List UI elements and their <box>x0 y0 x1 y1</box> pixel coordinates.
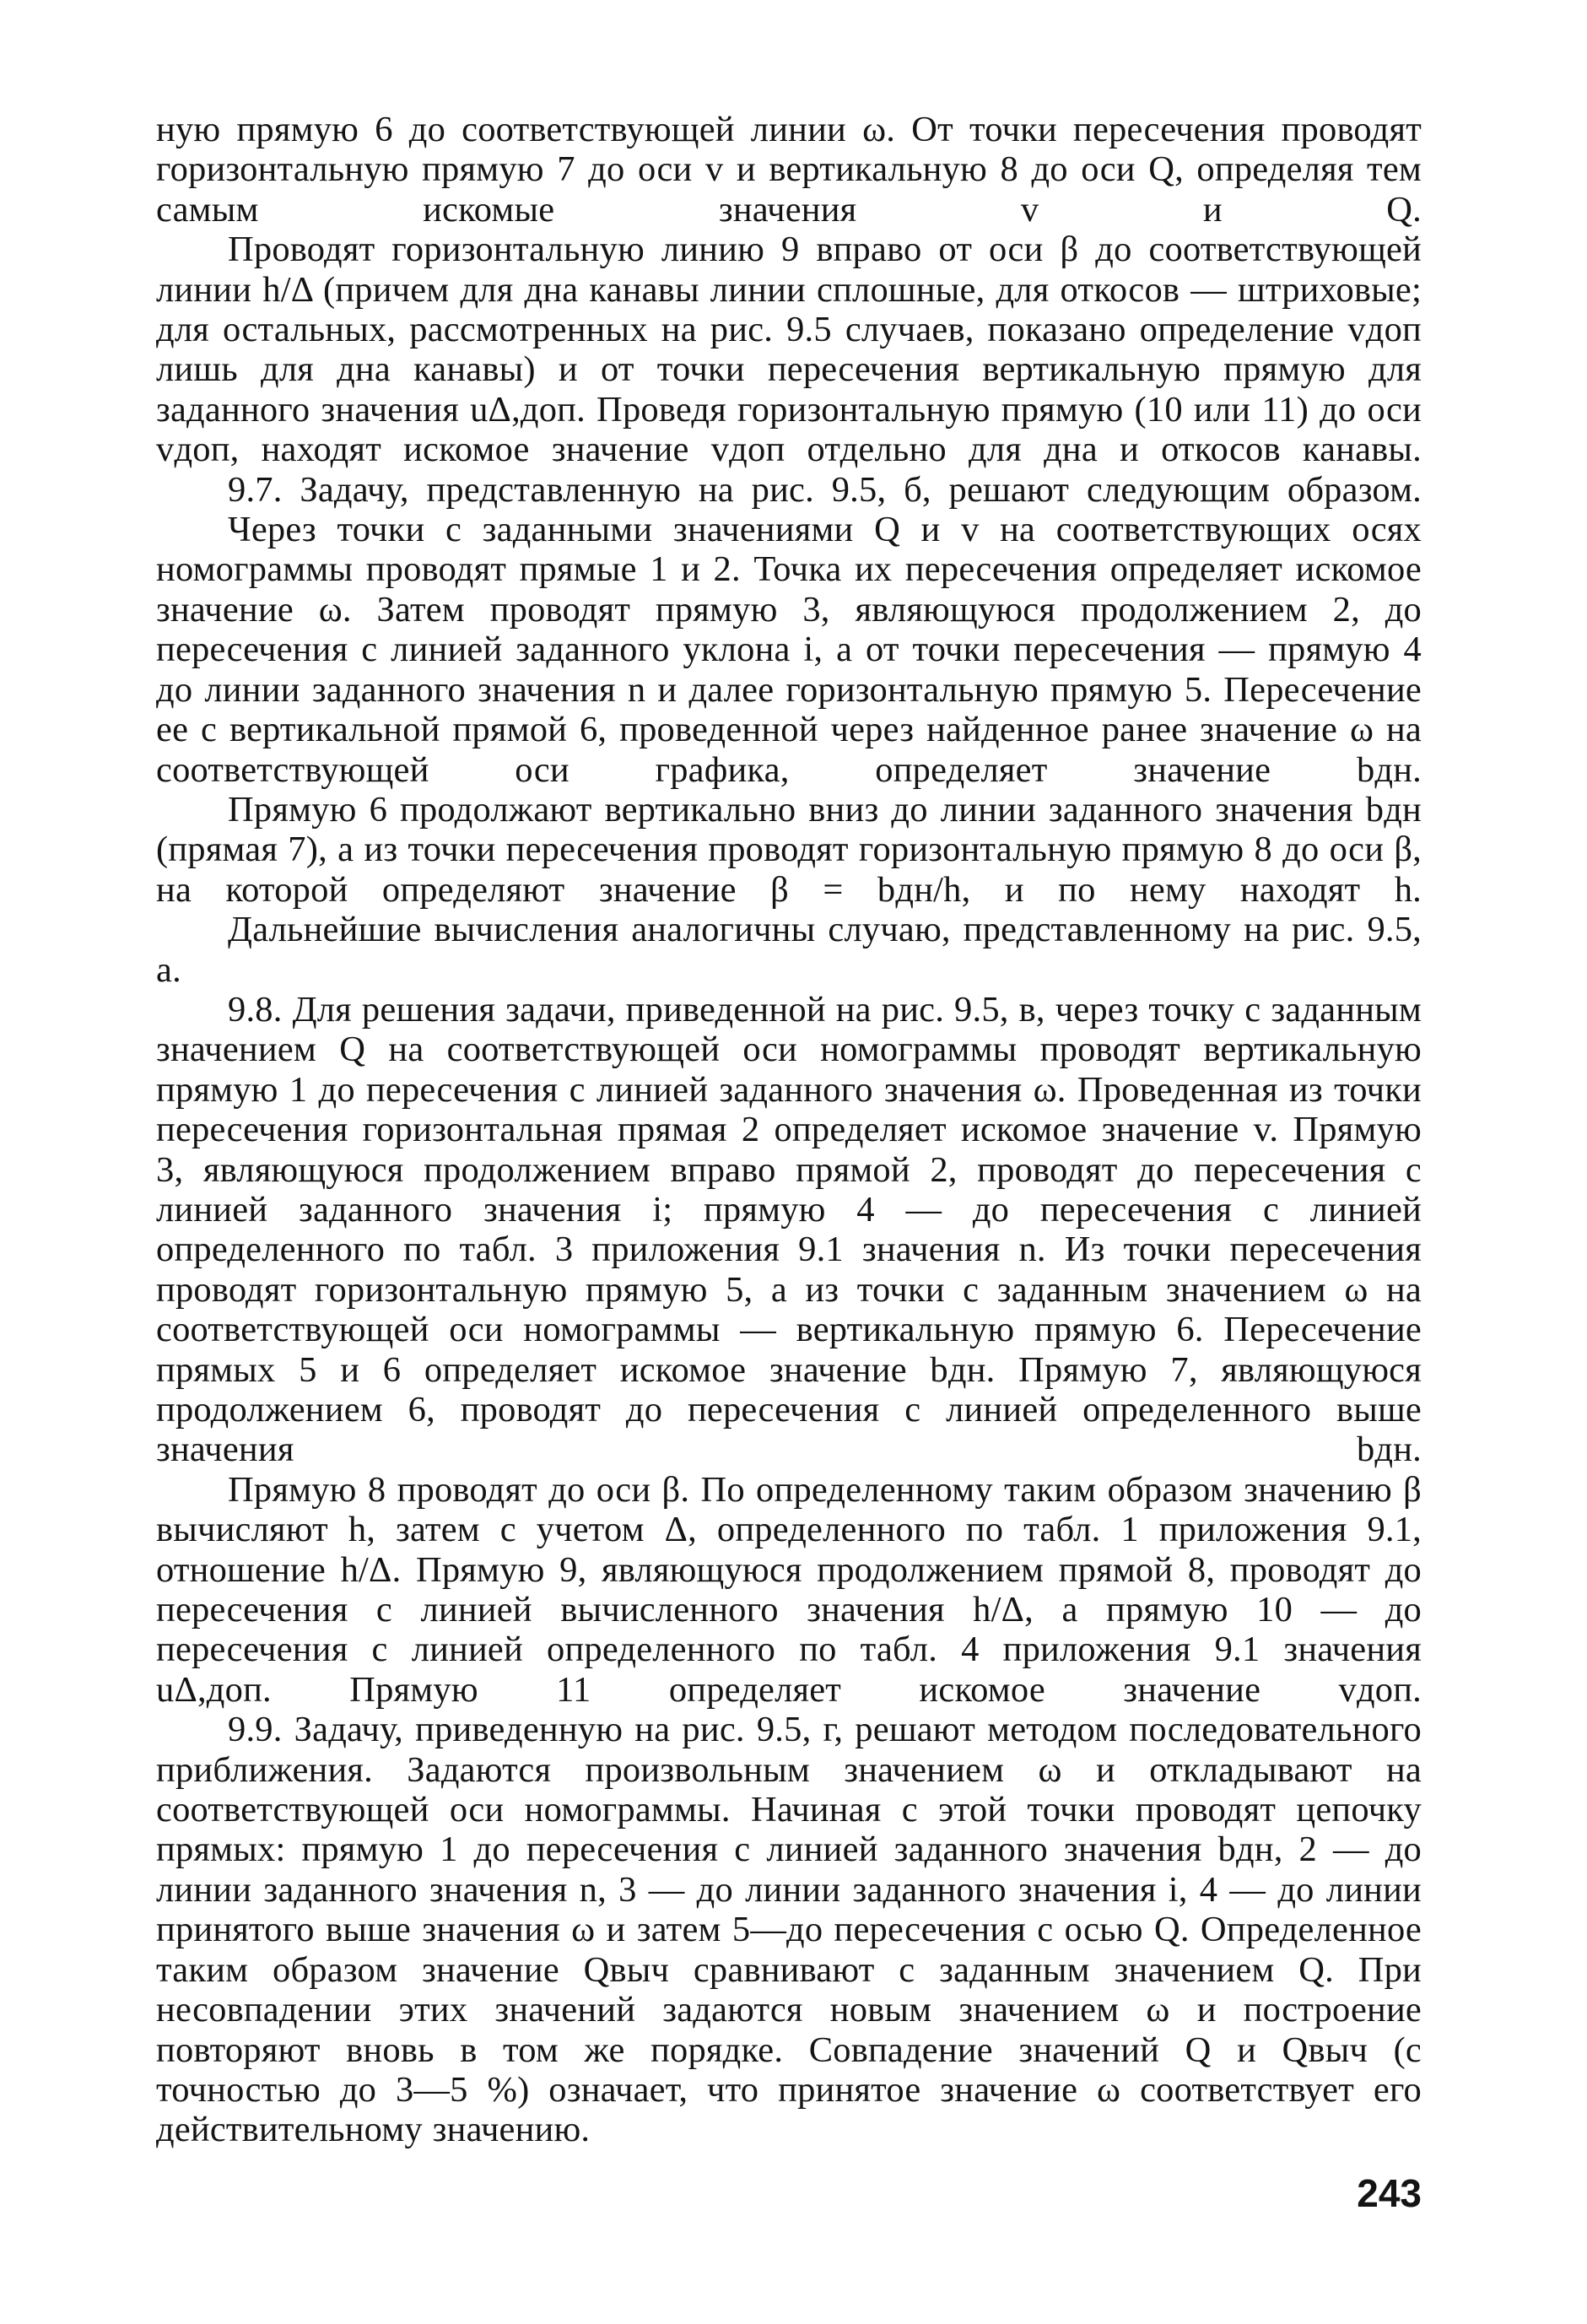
paragraph: 9.8. Для решения задачи, приведенной на рис. 9.5, в, через точку с заданным значением Q на соответствующей оси номограммы проводят вертикальную прямую 1 до пересечения с линией заданного значения ω. Проведенная из точки пересечения горизонтальная прямая 2 определяет искомое значение v. Прямую 3, являющуюся продолжением вправо прямой 2, проводят до пересечения с линией заданного значения i; прямую 4 — до пересечения с линией определенного по табл. 3 приложения 9.1 значения n. Из точки пересечения проводят горизонтальную прямую 5, а из точки с заданным значением ω на соответствующей оси номограммы — вертикальную прямую 6. Пересечение прямых 5 и 6 определяет искомое значение bдн. Прямую 7, являющуюся продолжением 6, проводят до пересечения с линией определенного выше значения bдн. <box>156 989 1422 1470</box>
paragraph: 9.7. Задачу, представленную на рис. 9.5, б, решают следующим образом. <box>228 469 1422 510</box>
paragraph: 9.9. Задачу, приведенную на рис. 9.5, г, решают методом последовательного приближения. Задаются произвольным значением ω и откладывают на соответствующей оси номограммы. Начиная с этой точки проводят цепочку прямых: прямую 1 до пересечения с линией заданного значения bдн, 2 — до линии заданного значения n, 3 — до линии заданного значения i, 4 — до линии принятого выше значения ω и затем 5—до пересечения с осью Q. Определенное таким образом значение Qвыч сравнивают с заданным значением Q. При несовпадении этих значений задаются новым значением ω и построение повторяют вновь в том же порядке. Совпадение значений Q и Qвыч (с точностью до 3—5 %) означает, что принятое значение ω соответствует его действительному значению. <box>156 1710 1422 2150</box>
page-number: 243 <box>1357 2171 1422 2215</box>
page-body <box>156 110 1422 2150</box>
paragraph: Дальнейшие вычисления аналогичны случаю, представленному на рис. 9.5, а. <box>156 910 1422 990</box>
paragraph: Прямую 6 продолжают вертикально вниз до линии заданного значения bдн (прямая 7), а из точки пересечения проводят горизонтальную прямую 8 до оси β, на которой определяют значение β = bдн/h, и по нему находят h. <box>156 789 1422 910</box>
paragraph: Через точки с заданными значениями Q и v на соответствующих осях номограммы проводят прямые 1 и 2. Точка их пересечения определяет искомое значение ω. Затем проводят прямую 3, являющуюся продолжением 2, до пересечения с линией заданного уклона i, а от точки пересечения — прямую 4 до линии заданного значения n и далее горизонтальную прямую 5. Пересечение ее с вертикальной прямой 6, проведенной через найденное ранее значение ω на соответствующей оси графика, определяет значение bдн. <box>156 510 1422 790</box>
paragraph: ную прямую 6 до соответствующей линии ω. От точки пересечения проводят горизонтальную прямую 7 до оси v и вертикальную 8 до оси Q, определяя тем самым искомые значения v и Q. <box>156 110 1422 230</box>
paragraph: Проводят горизонтальную линию 9 вправо от оси β до соответствующей линии h/Δ (причем для дна канавы линии сплошные, для откосов — штриховые; для остальных, рассмотренных на рис. 9.5 случаев, показано определение vдоп лишь для дна канавы) и от точки пересечения вертикальную прямую для заданного значения uΔ,доп. Проведя горизонтальную прямую (10 или 11) до оси vдоп, находят искомое значение vдоп отдельно для дна и откосов канавы. <box>156 230 1422 470</box>
paragraph: Прямую 8 проводят до оси β. По определенному таким образом значению β вычисляют h, затем с учетом Δ, определенного по табл. 1 приложения 9.1, отношение h/Δ. Прямую 9, являющуюся продолжением прямой 8, проводят до пересечения с линией вычисленного значения h/Δ, а прямую 10 — до пересечения с линией определенного по табл. 4 приложения 9.1 значения uΔ,доп. Прямую 11 определяет искомое значение vдоп. <box>156 1469 1422 1710</box>
